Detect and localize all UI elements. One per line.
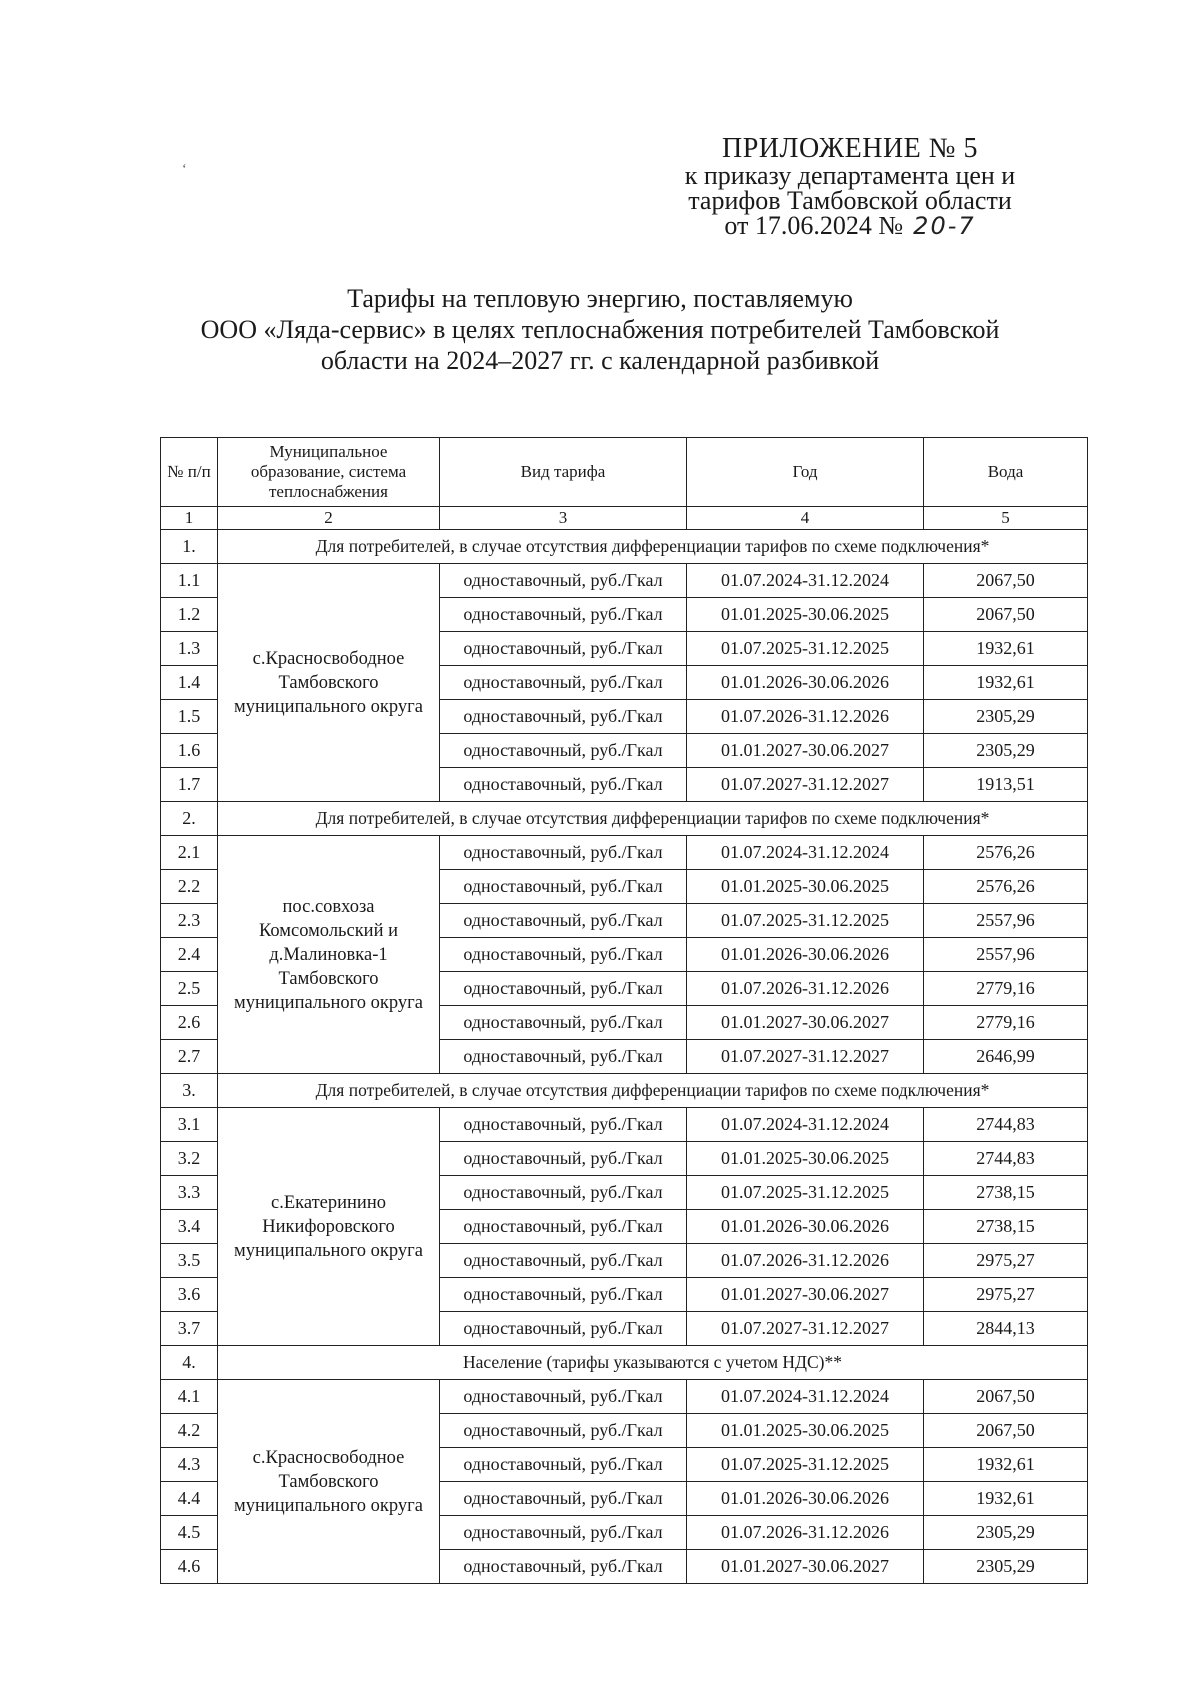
document-title-line-3: области на 2024–2027 гг. с календарной разбивкой — [320, 346, 880, 375]
period-cell: 01.07.2027-31.12.2027 — [687, 1040, 924, 1074]
period-cell: 01.01.2025-30.06.2025 — [687, 1414, 924, 1448]
period-cell: 01.01.2026-30.06.2026 — [687, 938, 924, 972]
tariff-type-cell: одноставочный, руб./Гкал — [440, 1176, 687, 1210]
tariff-type-cell: одноставочный, руб./Гкал — [440, 598, 687, 632]
water-value-cell: 2576,26 — [924, 836, 1088, 870]
row-number: 4.3 — [161, 1448, 218, 1482]
period-cell: 01.07.2024-31.12.2024 — [687, 1380, 924, 1414]
row-number: 4.5 — [161, 1516, 218, 1550]
row-number: 4.2 — [161, 1414, 218, 1448]
water-value-cell: 2744,83 — [924, 1142, 1088, 1176]
row-number: 3.3 — [161, 1176, 218, 1210]
row-number: 2.3 — [161, 904, 218, 938]
tariff-type-cell: одноставочный, руб./Гкал — [440, 904, 687, 938]
water-value-cell: 2779,16 — [924, 972, 1088, 1006]
period-cell: 01.07.2027-31.12.2027 — [687, 768, 924, 802]
tariff-table — [160, 437, 1088, 1584]
document-title-line-1: Тарифы на тепловую энергию, поставляемую — [347, 284, 853, 313]
table-row — [161, 836, 1088, 870]
period-cell: 01.07.2025-31.12.2025 — [687, 632, 924, 666]
tariff-type-cell: одноставочный, руб./Гкал — [440, 1210, 687, 1244]
row-number: 2.5 — [161, 972, 218, 1006]
period-cell: 01.01.2027-30.06.2027 — [687, 1278, 924, 1312]
period-cell: 01.07.2025-31.12.2025 — [687, 1176, 924, 1210]
section-title: Для потребителей, в случае отсутствия дифференциации тарифов по схеме подключения* — [218, 802, 1088, 836]
water-value-cell: 2067,50 — [924, 564, 1088, 598]
water-value-cell: 2305,29 — [924, 700, 1088, 734]
municipality-cell: с.Красносвободное Тамбовского муниципального округа — [218, 564, 440, 802]
section-title: Население (тарифы указываются с учетом НДС)** — [218, 1346, 1088, 1380]
row-number: 2.4 — [161, 938, 218, 972]
appendix-header — [640, 133, 1060, 240]
water-value-cell: 2305,29 — [924, 1516, 1088, 1550]
tariff-type-cell: одноставочный, руб./Гкал — [440, 836, 687, 870]
period-cell: 01.01.2025-30.06.2025 — [687, 870, 924, 904]
section-number: 1. — [161, 530, 218, 564]
table-body — [161, 530, 1088, 1584]
period-cell: 01.07.2024-31.12.2024 — [687, 836, 924, 870]
row-number: 2.1 — [161, 836, 218, 870]
water-value-cell: 1932,61 — [924, 632, 1088, 666]
water-value-cell: 2067,50 — [924, 598, 1088, 632]
tariff-type-cell: одноставочный, руб./Гкал — [440, 1244, 687, 1278]
header-water: Вода — [924, 438, 1088, 507]
row-number: 2.6 — [161, 1006, 218, 1040]
water-value-cell: 2738,15 — [924, 1176, 1088, 1210]
period-cell: 01.01.2026-30.06.2026 — [687, 1210, 924, 1244]
water-value-cell: 2779,16 — [924, 1006, 1088, 1040]
period-cell: 01.07.2024-31.12.2024 — [687, 564, 924, 598]
water-value-cell: 2067,50 — [924, 1414, 1088, 1448]
tariff-type-cell: одноставочный, руб./Гкал — [440, 870, 687, 904]
tariff-type-cell: одноставочный, руб./Гкал — [440, 768, 687, 802]
section-row — [161, 1074, 1088, 1108]
section-title: Для потребителей, в случае отсутствия дифференциации тарифов по схеме подключения* — [218, 1074, 1088, 1108]
column-number: 2 — [218, 507, 440, 530]
column-number: 5 — [924, 507, 1088, 530]
tariff-type-cell: одноставочный, руб./Гкал — [440, 1312, 687, 1346]
column-number: 4 — [687, 507, 924, 530]
table-row — [161, 564, 1088, 598]
row-number: 1.5 — [161, 700, 218, 734]
appendix-title: ПРИЛОЖЕНИЕ № 5 — [722, 133, 978, 164]
tariff-type-cell: одноставочный, руб./Гкал — [440, 1448, 687, 1482]
header-year: Год — [687, 438, 924, 507]
water-value-cell: 2975,27 — [924, 1244, 1088, 1278]
period-cell: 01.01.2027-30.06.2027 — [687, 1550, 924, 1584]
period-cell: 01.07.2025-31.12.2025 — [687, 904, 924, 938]
period-cell: 01.01.2027-30.06.2027 — [687, 734, 924, 768]
water-value-cell: 1932,61 — [924, 1448, 1088, 1482]
tariff-type-cell: одноставочный, руб./Гкал — [440, 1550, 687, 1584]
tariff-type-cell: одноставочный, руб./Гкал — [440, 734, 687, 768]
row-number: 3.7 — [161, 1312, 218, 1346]
water-value-cell: 2557,96 — [924, 904, 1088, 938]
row-number: 1.6 — [161, 734, 218, 768]
tariff-type-cell: одноставочный, руб./Гкал — [440, 700, 687, 734]
tariff-type-cell: одноставочный, руб./Гкал — [440, 666, 687, 700]
row-number: 2.2 — [161, 870, 218, 904]
section-title: Для потребителей, в случае отсутствия дифференциации тарифов по схеме подключения* — [218, 530, 1088, 564]
header-num: № п/п — [161, 438, 218, 507]
order-line — [640, 213, 1060, 239]
row-number: 3.4 — [161, 1210, 218, 1244]
water-value-cell: 1932,61 — [924, 1482, 1088, 1516]
period-cell: 01.07.2026-31.12.2026 — [687, 700, 924, 734]
tariff-type-cell: одноставочный, руб./Гкал — [440, 972, 687, 1006]
row-number: 3.2 — [161, 1142, 218, 1176]
water-value-cell: 2844,13 — [924, 1312, 1088, 1346]
water-value-cell: 1932,61 — [924, 666, 1088, 700]
water-value-cell: 2576,26 — [924, 870, 1088, 904]
period-cell: 01.07.2024-31.12.2024 — [687, 1108, 924, 1142]
tariff-type-cell: одноставочный, руб./Гкал — [440, 1482, 687, 1516]
water-value-cell: 2305,29 — [924, 1550, 1088, 1584]
municipality-cell: пос.совхоза Комсомольский и д.Малиновка-1 Тамбовского муниципального округа — [218, 836, 440, 1074]
header-tariff-type: Вид тарифа — [440, 438, 687, 507]
appendix-line-2: к приказу департамента цен и — [684, 161, 1016, 190]
stray-scan-mark: ‘ — [182, 162, 187, 177]
section-row — [161, 530, 1088, 564]
table-row — [161, 1108, 1088, 1142]
handwritten-order-number: 20-7 — [913, 212, 976, 240]
tariff-type-cell: одноставочный, руб./Гкал — [440, 1516, 687, 1550]
row-number: 1.4 — [161, 666, 218, 700]
period-cell: 01.07.2026-31.12.2026 — [687, 1516, 924, 1550]
tariff-type-cell: одноставочный, руб./Гкал — [440, 1006, 687, 1040]
water-value-cell: 1913,51 — [924, 768, 1088, 802]
water-value-cell: 2646,99 — [924, 1040, 1088, 1074]
tariff-type-cell: одноставочный, руб./Гкал — [440, 564, 687, 598]
row-number: 1.1 — [161, 564, 218, 598]
table-header-row — [161, 438, 1088, 507]
water-value-cell: 2975,27 — [924, 1278, 1088, 1312]
period-cell: 01.07.2027-31.12.2027 — [687, 1312, 924, 1346]
column-number-row — [161, 507, 1088, 530]
period-cell: 01.01.2027-30.06.2027 — [687, 1006, 924, 1040]
row-number: 3.6 — [161, 1278, 218, 1312]
water-value-cell: 2305,29 — [924, 734, 1088, 768]
period-cell: 01.01.2025-30.06.2025 — [687, 598, 924, 632]
period-cell: 01.01.2026-30.06.2026 — [687, 1482, 924, 1516]
tariff-type-cell: одноставочный, руб./Гкал — [440, 1142, 687, 1176]
period-cell: 01.01.2025-30.06.2025 — [687, 1142, 924, 1176]
document-title-line-2: ООО «Ляда-сервис» в целях теплоснабжения потребителей Тамбовской — [200, 315, 1000, 344]
row-number: 1.3 — [161, 632, 218, 666]
municipality-cell: с.Екатеринино Никифоровского муниципального округа — [218, 1108, 440, 1346]
period-cell: 01.07.2026-31.12.2026 — [687, 972, 924, 1006]
water-value-cell: 2738,15 — [924, 1210, 1088, 1244]
document-title — [150, 283, 1050, 376]
row-number: 3.1 — [161, 1108, 218, 1142]
order-date: от 17.06.2024 № — [724, 211, 904, 240]
row-number: 1.7 — [161, 768, 218, 802]
row-number: 4.1 — [161, 1380, 218, 1414]
section-number: 3. — [161, 1074, 218, 1108]
section-number: 2. — [161, 802, 218, 836]
row-number: 4.6 — [161, 1550, 218, 1584]
column-number: 1 — [161, 507, 218, 530]
section-row — [161, 802, 1088, 836]
section-row — [161, 1346, 1088, 1380]
section-number: 4. — [161, 1346, 218, 1380]
water-value-cell: 2557,96 — [924, 938, 1088, 972]
tariff-type-cell: одноставочный, руб./Гкал — [440, 632, 687, 666]
row-number: 1.2 — [161, 598, 218, 632]
header-municipality: Муниципальное образование, система теплоснабжения — [218, 438, 440, 507]
period-cell: 01.01.2026-30.06.2026 — [687, 666, 924, 700]
water-value-cell: 2744,83 — [924, 1108, 1088, 1142]
row-number: 4.4 — [161, 1482, 218, 1516]
row-number: 3.5 — [161, 1244, 218, 1278]
row-number: 2.7 — [161, 1040, 218, 1074]
water-value-cell: 2067,50 — [924, 1380, 1088, 1414]
tariff-type-cell: одноставочный, руб./Гкал — [440, 938, 687, 972]
tariff-type-cell: одноставочный, руб./Гкал — [440, 1380, 687, 1414]
period-cell: 01.07.2026-31.12.2026 — [687, 1244, 924, 1278]
tariff-type-cell: одноставочный, руб./Гкал — [440, 1278, 687, 1312]
table-row — [161, 1380, 1088, 1414]
tariff-type-cell: одноставочный, руб./Гкал — [440, 1108, 687, 1142]
appendix-line-3: тарифов Тамбовской области — [688, 186, 1012, 215]
tariff-type-cell: одноставочный, руб./Гкал — [440, 1414, 687, 1448]
tariff-type-cell: одноставочный, руб./Гкал — [440, 1040, 687, 1074]
column-number: 3 — [440, 507, 687, 530]
period-cell: 01.07.2025-31.12.2025 — [687, 1448, 924, 1482]
municipality-cell: с.Красносвободное Тамбовского муниципального округа — [218, 1380, 440, 1584]
